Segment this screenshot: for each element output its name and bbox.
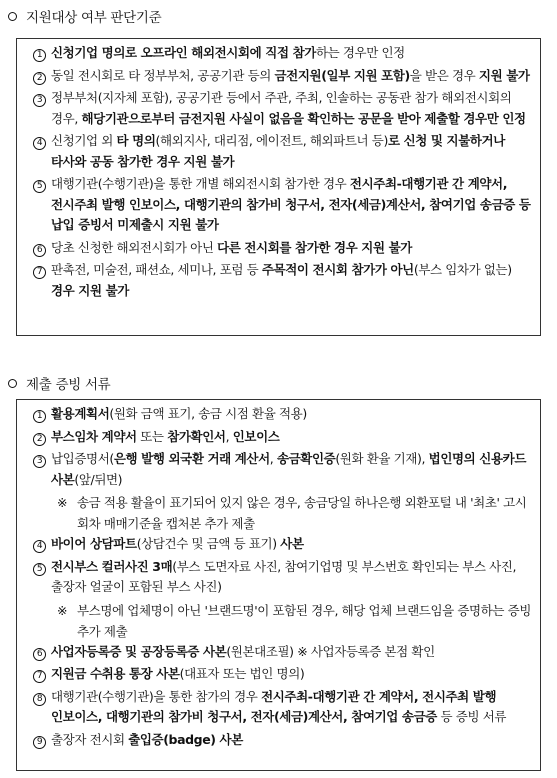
bold-segment: 인보이스: [232, 428, 280, 444]
item-text: [51, 260, 534, 301]
item-text: [51, 730, 534, 751]
item-number: [33, 534, 51, 555]
text-segment: 동일 전시회로 타 정부부처, 공공기관 등의: [51, 67, 275, 83]
bold-segment: 부스임차 계약서: [51, 428, 137, 444]
text-segment: (상담건수 및 금액 등 표기): [136, 536, 281, 551]
item-text: [51, 642, 534, 663]
note-text: 부스명에 업체명이 아닌 '브랜드명'이 포함된 경우, 해당 업체 브랜드임을 증명하는 증빙 추가 제출: [77, 602, 532, 639]
text-segment: (부스 도면자료 사진, 참여기업명 및 부스번호 확인되는 부스 사진, 출장자 얼굴이 포함된 부스 사진): [51, 558, 517, 594]
item-text: [51, 88, 534, 129]
bold-segment: 전시부스 컬러사진 3매: [51, 558, 173, 574]
circled-number-icon: 2: [33, 433, 46, 446]
text-segment: (앞/뒤면): [74, 471, 123, 487]
hollow-circle-bullet-icon: [8, 379, 17, 388]
circled-number-icon: 5: [33, 563, 46, 576]
text-segment: 을 받은 경우: [409, 67, 479, 83]
item-text: [51, 427, 534, 448]
item-text: [51, 43, 534, 64]
list-item: [33, 642, 534, 663]
bold-segment: 바이어 상담파트: [51, 536, 137, 551]
item-text: [51, 687, 534, 728]
circled-number-icon: 1: [33, 410, 46, 423]
circled-number-icon: 3: [33, 94, 46, 107]
bold-segment: 해당기관으로부터 금전지원 사실이 없음을 확인하는 공문을 받아 제출할 경우만 인정: [81, 110, 526, 126]
circled-number-icon: 5: [33, 180, 46, 193]
circled-number-icon: 8: [33, 693, 46, 706]
list-item: [33, 66, 534, 87]
list-item: [33, 174, 534, 236]
circled-number-icon: 9: [33, 736, 46, 749]
list-item: [33, 260, 534, 301]
bold-segment: 법인명의 신용카드 사본: [51, 451, 526, 487]
section1-heading: [8, 6, 161, 26]
text-segment: 출장자 전시회: [51, 731, 129, 747]
bold-segment: 로 신청 및 지불하거나 타사와 공동 참가한 경우 지원 불가: [51, 133, 505, 169]
note-text: 송금 적용 활율이 표기되어 있지 않은 경우, 송금당일 하나은행 외환포털 내 '최초' 고시회차 매매기준율 캡처본 추가 제출: [77, 495, 527, 531]
list-item: [33, 534, 534, 555]
item-number: [33, 88, 51, 129]
reference-mark-icon: ※: [57, 602, 68, 618]
item-text: [51, 557, 534, 598]
circled-number-icon: 6: [33, 648, 46, 661]
circled-number-icon: 7: [33, 266, 46, 279]
item-number: [33, 664, 51, 685]
item-text: [51, 534, 534, 555]
item-number: [33, 260, 51, 301]
item-number: [33, 427, 51, 448]
circled-number-icon: 4: [33, 137, 46, 150]
circled-number-icon: 3: [33, 455, 46, 468]
item-text: [51, 174, 534, 236]
bold-segment: 주목적이 전시회 참가가 아닌: [261, 262, 414, 277]
list-item: [33, 131, 534, 172]
bold-segment: 사본: [280, 536, 304, 551]
reference-mark-icon: ※: [57, 495, 68, 510]
text-segment: (부스 임차가 없는): [413, 262, 512, 277]
item-note: [33, 492, 534, 534]
item-text: [51, 449, 534, 490]
text-segment: 등 증빙 서류: [436, 709, 507, 724]
documents-box: [16, 399, 541, 771]
section2-title: 제출 증빙 서류: [26, 377, 111, 393]
list-item: [33, 449, 534, 490]
item-number: [33, 66, 51, 87]
list-item: [33, 730, 534, 751]
text-segment: 정부부처(지자체 포함), 공공기관 등에서 주관, 주최, 인솔하는 공동관 참가 해외전시회의 경우,: [51, 90, 512, 126]
list-item: [33, 88, 534, 129]
text-segment: ,: [225, 428, 233, 444]
item-text: [51, 238, 534, 259]
text-segment: (원화 금액 표기, 송금 시점 환율 적용): [109, 406, 307, 421]
bold-segment: 신청기업 명의로 오프라인 해외전시회에 직접 참가: [51, 45, 316, 60]
item-text: [51, 66, 534, 87]
item-text: [51, 131, 534, 172]
criteria-box: [16, 38, 541, 336]
bold-segment: 출입증(badge) 사본: [128, 731, 243, 747]
bold-segment: 금전지원(일부 지원 포함): [274, 67, 410, 83]
circled-number-icon: 4: [33, 540, 46, 553]
bold-segment: 사업자등록증 및 공장등록증 사본: [51, 643, 227, 659]
bold-segment: 은행 발행 외국환 거래 계산서: [113, 451, 270, 466]
bold-segment: 전시주최-대행기관 간 계약서, 전시주최 발행 인보이스, 대행기관의 참가비 청구서, 전자(세금)계산서, 참여기업 송금증 등 납입 증빙서 미제출시 지원 불가: [51, 176, 531, 232]
list-item: [33, 404, 534, 425]
circled-number-icon: 1: [33, 49, 46, 62]
bold-segment: 활용계획서: [51, 406, 110, 421]
item-text: [51, 404, 534, 425]
item-text: [51, 664, 534, 685]
text-segment: 납입증명서(: [51, 451, 114, 466]
list-item: [33, 664, 534, 685]
list-item: [33, 43, 534, 64]
text-segment: (해외지사, 대리점, 에이전트, 해외파트너 등): [155, 133, 388, 148]
text-segment: (원화 환율 기재),: [335, 451, 429, 466]
item-number: [33, 404, 51, 425]
hollow-circle-bullet-icon: [8, 12, 17, 21]
item-number: [33, 449, 51, 490]
list-item: [33, 557, 534, 598]
item-number: [33, 687, 51, 728]
bold-segment: 지원 불가: [478, 67, 530, 83]
item-number: [33, 131, 51, 172]
item-number: [33, 238, 51, 259]
bold-segment: 송금확인증: [276, 451, 336, 466]
list-item: [33, 238, 534, 259]
item-number: [33, 730, 51, 751]
text-segment: 대행기관(수행기관)을 통한 개별 해외전시회 참가한 경우: [51, 176, 350, 191]
bold-segment: 전시주최-대행기관 간 계약서, 전시주최 발행 인보이스, 대행기관의 참가비 청구서, 전자(세금)계산서, 참여기업 송금증: [51, 688, 497, 724]
text-segment: 하는 경우만 인정: [315, 45, 405, 60]
text-segment: 신청기업 외: [51, 133, 117, 148]
item-note: [33, 600, 534, 642]
list-item: [33, 687, 534, 728]
bold-segment: 참가확인서: [167, 428, 226, 444]
list-item: [33, 427, 534, 448]
bold-segment: 지원금 수취용 통장 사본: [51, 666, 180, 681]
bold-segment: 다른 전시회를 참가한 경우 지원 불가: [217, 239, 412, 255]
section2-heading: [8, 373, 110, 393]
item-number: [33, 43, 51, 64]
bold-segment: 타 명의: [116, 133, 156, 148]
circled-number-icon: 7: [33, 670, 46, 683]
bold-segment: 경우 지원 불가: [51, 282, 129, 298]
item-number: [33, 642, 51, 663]
section1-title: 지원대상 여부 판단기준: [26, 10, 162, 26]
circled-number-icon: 2: [33, 72, 46, 85]
text-segment: 대행기관(수행기관)을 통한 참가의 경우: [51, 688, 262, 704]
text-segment: ,: [269, 451, 277, 466]
text-segment: 당초 신청한 해외전시회가 아닌: [51, 239, 218, 255]
text-segment: (대표자 또는 법인 명의): [179, 666, 305, 681]
text-segment: 또는: [136, 428, 168, 444]
circled-number-icon: 6: [33, 244, 46, 257]
text-segment: (원본대조필) ※ 사업자등록증 본점 확인: [226, 643, 435, 659]
item-number: [33, 557, 51, 598]
text-segment: 판촉전, 미술전, 패션쇼, 세미나, 포럼 등: [51, 262, 262, 277]
item-number: [33, 174, 51, 236]
